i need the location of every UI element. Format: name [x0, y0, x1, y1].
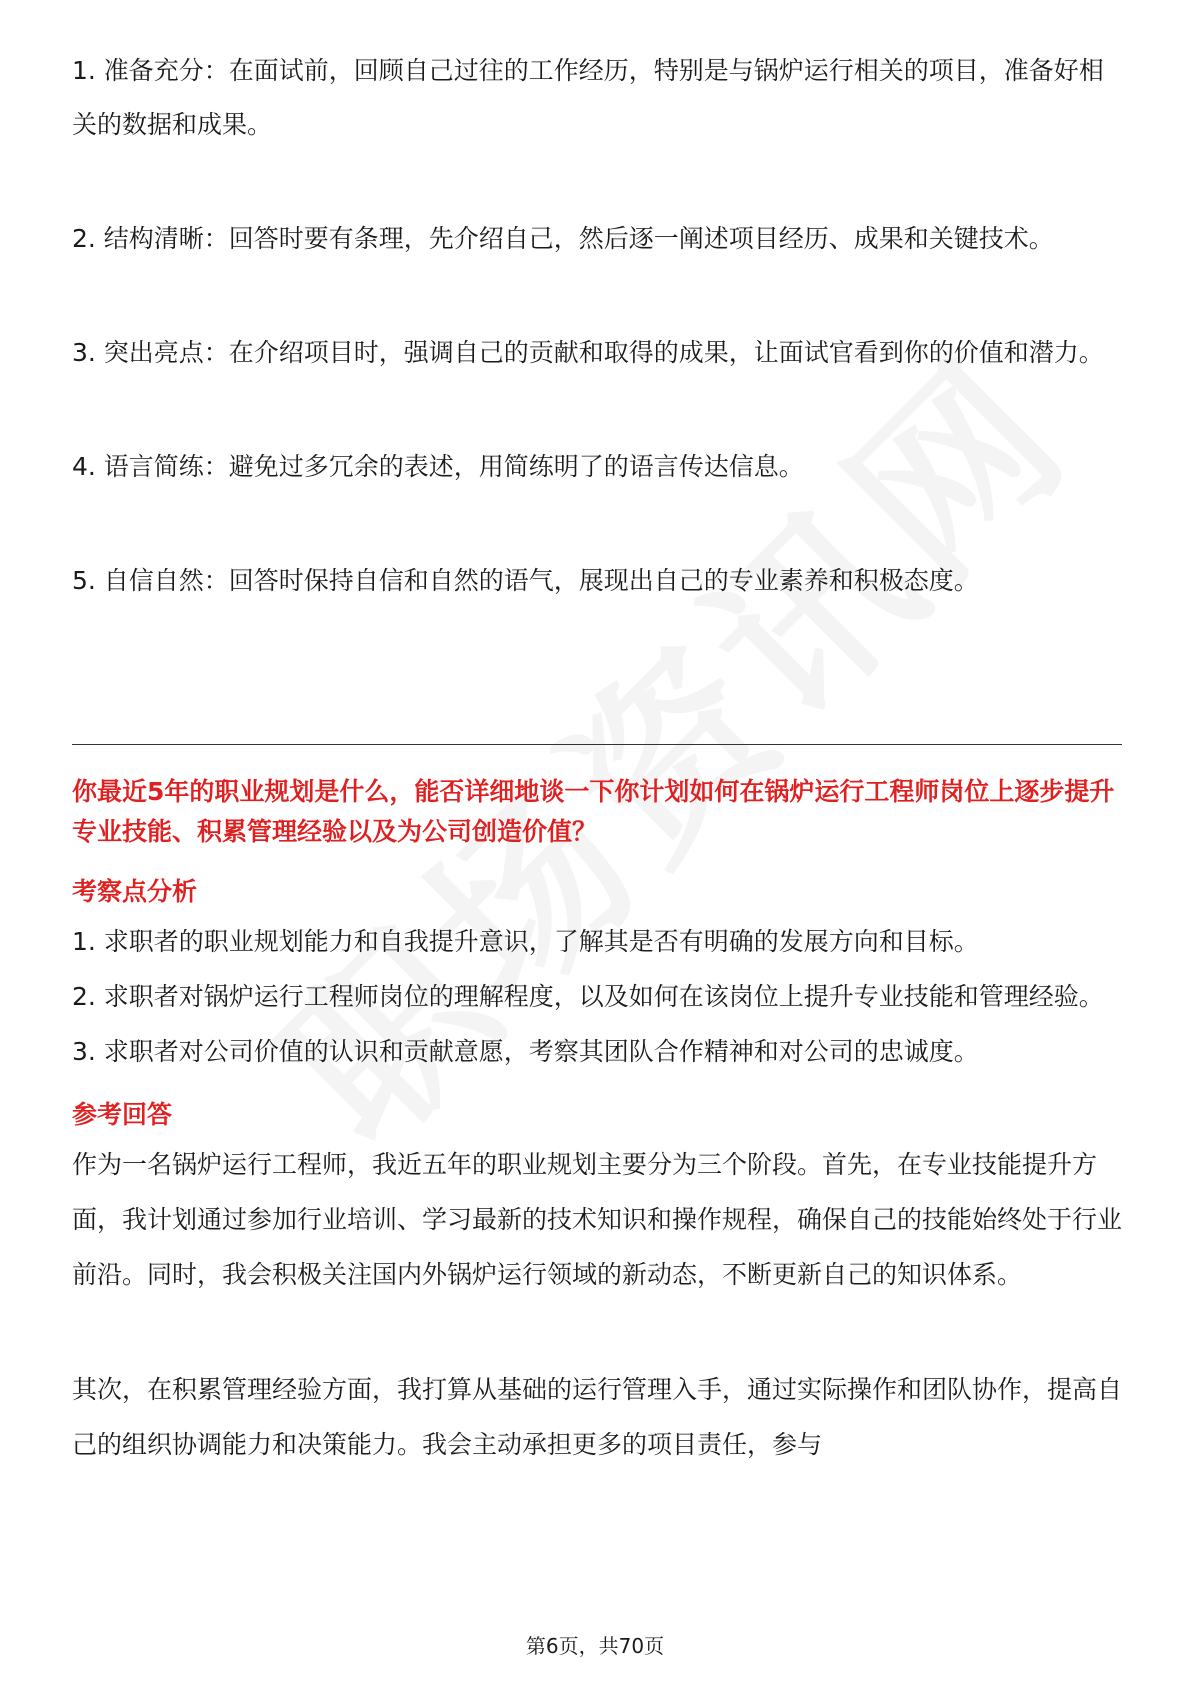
- tip-item: 1. 准备充分：在面试前，回顾自己过往的工作经历，特别是与锅炉运行相关的项目，准备好相关的数据和成果。: [72, 56, 1104, 139]
- answer-heading: 参考回答: [72, 1100, 173, 1129]
- analysis-heading: 考察点分析: [72, 877, 198, 906]
- answer-paragraph: 作为一名锅炉运行工程师，我近五年的职业规划主要分为三个阶段。首先，在专业技能提升方面，我计划通过参加行业培训、学习最新的技术知识和操作规程，确保自己的技能始终处于行业前沿。同时，我会积极关注国内外锅炉运行领域的新动态，不断更新自己的知识体系。: [72, 1150, 1123, 1289]
- answer-section: [72, 870, 1122, 1472]
- analysis-point: 2. 求职者对锅炉运行工程师岗位的理解程度，以及如何在该岗位上提升专业技能和管理经验。: [72, 982, 1104, 1011]
- tips-section: [72, 44, 1122, 608]
- analysis-point: 1. 求职者的职业规划能力和自我提升意识，了解其是否有明确的发展方向和目标。: [72, 927, 979, 956]
- tip-item: 5. 自信自然：回答时保持自信和自然的语气，展现出自己的专业素养和积极态度。: [72, 566, 979, 595]
- page-number: 第6页，共70页: [525, 1634, 665, 1658]
- section-divider: [72, 744, 1122, 745]
- analysis-point: 3. 求职者对公司价值的认识和贡献意愿，考察其团队合作精神和对公司的忠诚度。: [72, 1037, 979, 1066]
- question-title: 你最近5年的职业规划是什么，能否详细地谈一下你计划如何在锅炉运行工程师岗位上逐步提升专业技能、积累管理经验以及为公司创造价值？: [72, 777, 1115, 846]
- tip-item: 3. 突出亮点：在介绍项目时，强调自己的贡献和取得的成果，让面试官看到你的价值和潜力。: [72, 338, 1104, 367]
- tip-item: 2. 结构清晰：回答时要有条理，先介绍自己，然后逐一阐述项目经历、成果和关键技术。: [72, 224, 1054, 253]
- answer-paragraph: 其次，在积累管理经验方面，我打算从基础的运行管理入手，通过实际操作和团队协作，提高自己的组织协调能力和决策能力。我会主动承担更多的项目责任，参与: [72, 1375, 1123, 1459]
- tip-item: 4. 语言简练：避免过多冗余的表述，用简练明了的语言传达信息。: [72, 452, 804, 481]
